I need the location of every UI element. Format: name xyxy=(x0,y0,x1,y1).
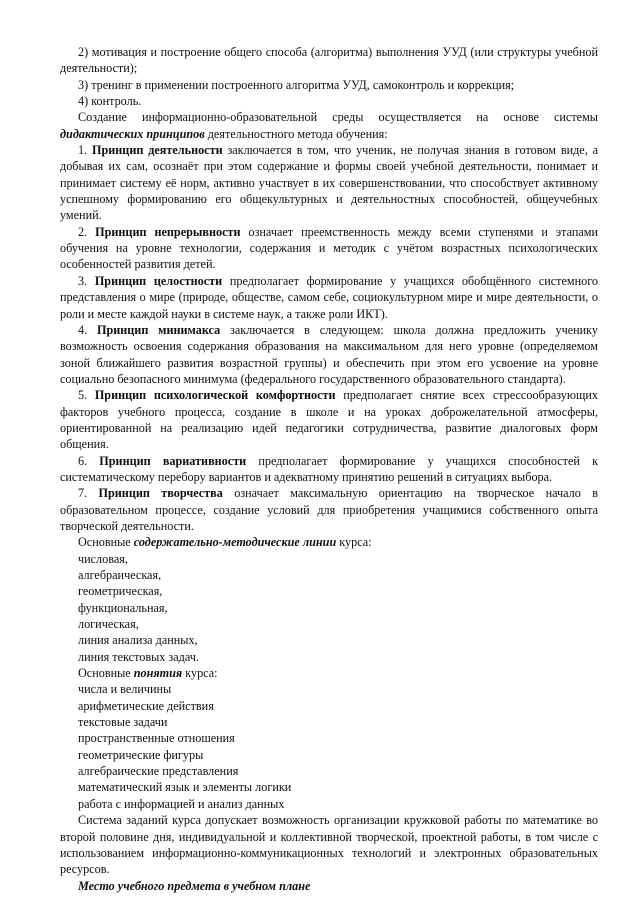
principle-title: Принцип целостности xyxy=(94,273,223,288)
emphasis-concepts: понятия xyxy=(133,666,183,681)
principle-minimax xyxy=(60,322,598,387)
principle-text: предполагает формирование у учащихся обобщённого системного представления о мире (природе, обществе, самом себе, социокультурном мире и мире деятельности, о роли и месте каждой науки в системе наук, а также роли ИКТ). xyxy=(60,273,598,321)
list-item: геометрическая, xyxy=(78,584,163,599)
text-run: Основные xyxy=(78,666,134,681)
principle-text: предполагает формирование у учащихся способностей к систематическому перебору вариантов и адекватному принятию решений в ситуациях выбора. xyxy=(60,453,598,484)
list-item: числовая, xyxy=(78,551,128,566)
section-heading: Место учебного предмета в учебном плане xyxy=(78,878,311,893)
concepts-intro xyxy=(60,665,598,681)
emphasis-didactic-principles: дидактических принципов xyxy=(60,126,205,141)
emphasis-content-lines: содержательно-методические линии xyxy=(133,535,337,550)
text-run: деятельностного метода обучения: xyxy=(204,126,388,141)
principle-number: 4. xyxy=(78,322,97,337)
list-item: алгебраическая, xyxy=(78,568,162,582)
principle-comfort xyxy=(60,387,598,452)
principle-text: предполагает снятие всех стрессообразующих факторов учебного процесса, создание в школе и на уроках доброжелательной атмосферы, ориентированной на реализацию идей педагогики сотрудничества, развитие диалоговых форм общения. xyxy=(60,388,598,452)
list-item: функциональная, xyxy=(78,600,168,615)
list-item: работа с информацией и анализ данных xyxy=(78,796,285,811)
list-item: геометрические фигуры xyxy=(78,747,204,762)
principle-text: заключается в следующем: школа должна предложить ученику возможность освоения содержания образования на максимальном для него уровне (определяемом зоной ближайшего развития возрастной группы) и обеспечить при этом его усвоение на уровне социально безопасного минимума (федерального государственного образовательного стандарта). xyxy=(60,322,599,386)
principle-number: 5. xyxy=(78,388,95,403)
text-run: Основные xyxy=(78,535,134,550)
paragraph-task-system: Система заданий курса допускает возможность организации кружковой работы по математике во второй половине дня, индивидуальной и коллективной творческой, проектной работы, в том числе с использованием информационно-коммуникационных технологий и электронных образовательных ресурсов. xyxy=(60,813,598,877)
principle-integrity xyxy=(60,273,598,322)
list-item: текстовые задачи xyxy=(78,715,168,730)
principle-number: 1. xyxy=(78,143,92,158)
list-item: пространственные отношения xyxy=(78,731,235,746)
principle-title: Принцип вариативности xyxy=(99,453,247,468)
paragraph-environment xyxy=(60,109,598,142)
list-item: арифметические действия xyxy=(78,698,214,713)
paragraph-motivation: 2) мотивация и построение общего способа (алгоритма) выполнения УУД (или структуры учебной деятельности); xyxy=(60,45,598,76)
text-run: Создание информационно-образовательной среды осуществляется на основе системы xyxy=(78,110,598,125)
text-run: курса: xyxy=(182,666,218,681)
text-run: курса: xyxy=(336,535,372,550)
principle-number: 7. xyxy=(78,486,99,501)
principle-text: означает преемственность между всеми ступенями и этапами обучения на уровне технологии, содержания и методик с учётом возрастных психологических особенностей развития детей. xyxy=(60,224,599,272)
list-item: алгебраические представления xyxy=(78,764,239,779)
content-lines-intro xyxy=(60,534,598,550)
principle-text: заключается в том, что ученик, не получая знания в готовом виде, а добывая их сам, осознаёт при этом содержание и формы своей учебной деятельности, понимает и принимает систему её норм, активно участвует в их совершенствовании, что способствует активному успешному формированию его общекультурных и деятельностных способностей, общеучебных умений. xyxy=(60,143,599,223)
list-item: числа и величины xyxy=(78,682,172,697)
principle-title: Принцип творчества xyxy=(98,486,223,501)
principle-continuity xyxy=(60,224,598,273)
paragraph-training: 3) тренинг в применении построенного алгоритма УУД, самоконтроль и коррекция; xyxy=(78,77,515,92)
principle-number: 2. xyxy=(78,224,96,239)
principle-number: 6. xyxy=(78,453,100,468)
principle-title: Принцип деятельности xyxy=(92,143,223,158)
principle-text: означает максимальную ориентацию на творческое начало в образовательном процессе, создание условий для приобретения учащимися собственного опыта творческой деятельности. xyxy=(60,486,598,533)
principle-number: 3. xyxy=(78,273,95,288)
paragraph-control: 4) контроль. xyxy=(78,94,142,109)
principle-creativity xyxy=(60,485,598,534)
principle-variability xyxy=(60,453,598,486)
list-item: математический язык и элементы логики xyxy=(78,780,292,795)
principle-title: Принцип минимакса xyxy=(96,322,221,337)
list-item: логическая, xyxy=(78,617,139,632)
principle-activity xyxy=(60,142,598,224)
document-page xyxy=(60,44,598,894)
principle-title: Принцип непрерывности xyxy=(95,224,241,239)
principle-title: Принцип психологической комфортности xyxy=(94,388,336,403)
list-item: линия анализа данных, xyxy=(78,633,198,648)
list-item: линия текстовых задач. xyxy=(78,649,199,664)
